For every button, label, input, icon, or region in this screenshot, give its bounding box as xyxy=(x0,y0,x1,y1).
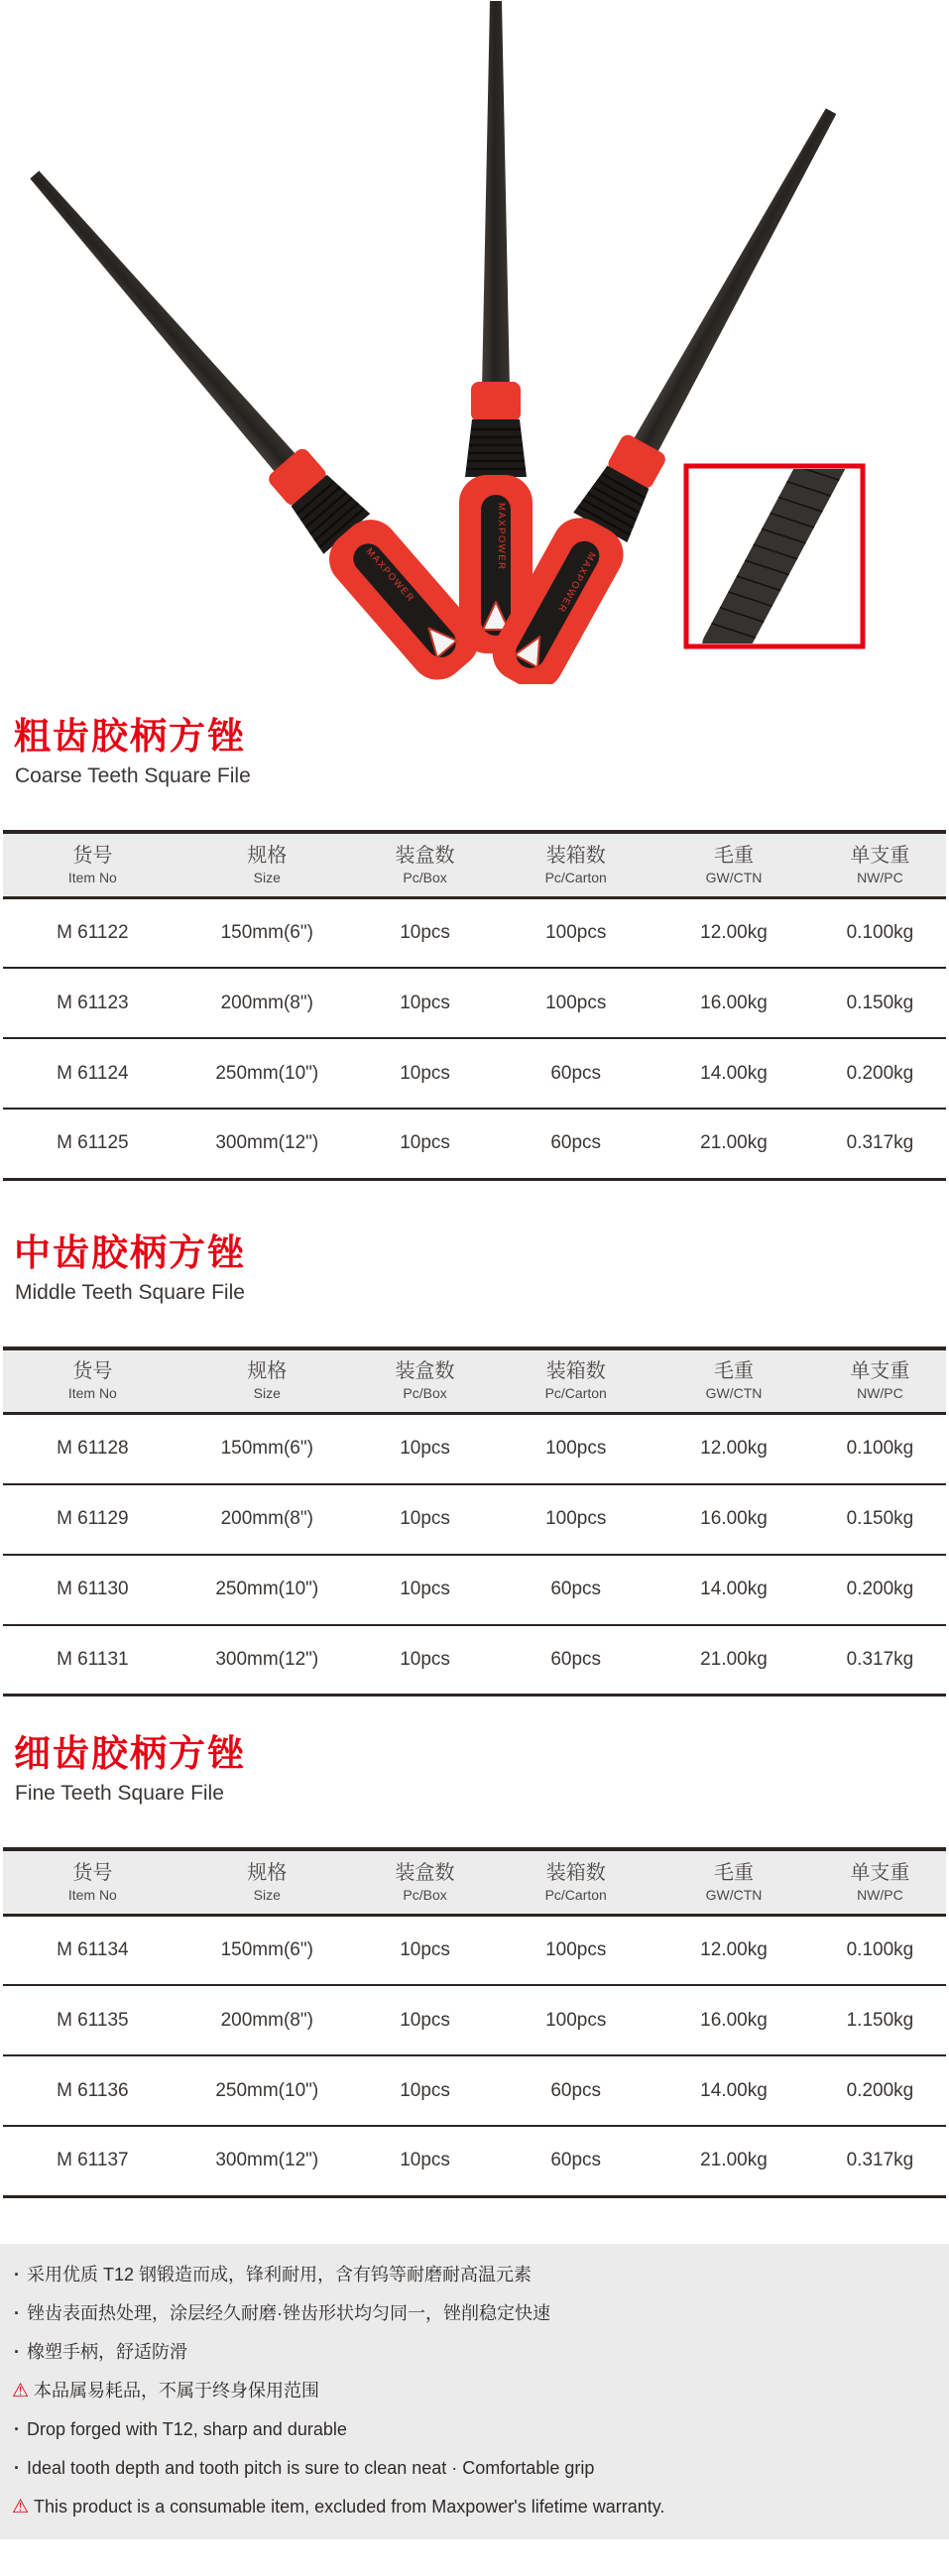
column-header-cn: 规格 xyxy=(247,1360,288,1383)
column-header-cn: 毛重 xyxy=(713,1360,754,1383)
feature-text: Drop forged with T12, sharp and durable xyxy=(27,2418,347,2439)
table-cell: 0.100kg xyxy=(846,921,914,943)
table-cell: 0.317kg xyxy=(846,2150,914,2171)
column-header-cn: 规格 xyxy=(247,844,288,867)
table-cell: 10pcs xyxy=(400,2150,450,2171)
column-header xyxy=(3,1849,182,1915)
feature-item-en xyxy=(12,2449,939,2488)
table-cell: 10pcs xyxy=(400,1438,450,1460)
warning-note-en xyxy=(12,2488,939,2526)
column-header-en: Size xyxy=(253,1385,281,1402)
column-header-en: Item No xyxy=(67,1385,117,1402)
table-cell: 0.150kg xyxy=(846,992,914,1013)
section-title-cn: 细齿胶柄方锉 xyxy=(14,1733,246,1774)
section-title-en: Coarse Teeth Square File xyxy=(15,764,251,787)
table-cell: 10pcs xyxy=(400,921,450,943)
table-cell: 250mm(10") xyxy=(215,1579,319,1599)
bullet-icon: · xyxy=(14,2264,20,2284)
table-cell: 12.00kg xyxy=(700,1938,768,1960)
column-header-cn: 单支重 xyxy=(850,1861,910,1884)
table-row xyxy=(3,897,946,968)
table-cell: 200mm(8") xyxy=(220,992,313,1013)
section-title-en: Fine Teeth Square File xyxy=(15,1782,224,1805)
table-cell: M 61123 xyxy=(57,992,129,1013)
feature-item-cn xyxy=(12,2333,939,2372)
table-row xyxy=(3,1109,946,1179)
table-cell: 150mm(6") xyxy=(220,1938,313,1960)
table-cell: 10pcs xyxy=(400,1508,450,1529)
table-cell: 16.00kg xyxy=(700,1508,768,1529)
table-cell: M 61124 xyxy=(57,1062,129,1084)
feature-text: 锉齿表面热处理，涂层经久耐磨·锉齿形状均匀同一，锉削稳定快速 xyxy=(27,2302,550,2323)
column-header-en: Size xyxy=(253,1886,281,1903)
table-row xyxy=(3,1625,946,1696)
column-header xyxy=(814,1849,946,1915)
column-header-en: Pc/Carton xyxy=(544,1886,607,1903)
table-cell: 10pcs xyxy=(400,1062,450,1084)
square-file-center-illustration xyxy=(459,1,533,653)
table-cell: 100pcs xyxy=(545,2009,607,2031)
table-cell: 250mm(10") xyxy=(215,1062,319,1084)
spec-table xyxy=(3,830,946,1181)
table-cell: 12.00kg xyxy=(700,1438,768,1460)
column-header-cn: 货号 xyxy=(72,1360,113,1383)
table-cell: 10pcs xyxy=(400,1132,450,1154)
table-cell: 10pcs xyxy=(400,1579,450,1599)
column-header-en: NW/PC xyxy=(857,1886,903,1903)
table-row xyxy=(3,1985,946,2055)
warning-text: This product is a consumable item, excluded from Maxpower's lifetime warranty. xyxy=(34,2496,665,2517)
table-cell: 10pcs xyxy=(400,2079,450,2101)
feature-item-en xyxy=(12,2410,939,2449)
column-header-cn: 装盒数 xyxy=(395,844,455,867)
column-header-en: Pc/Box xyxy=(403,1886,447,1903)
column-header xyxy=(182,832,352,897)
table-cell: 14.00kg xyxy=(700,2079,768,2101)
table-cell: 0.317kg xyxy=(846,1648,914,1670)
table-cell: 16.00kg xyxy=(700,2009,768,2031)
table-cell: 100pcs xyxy=(545,1438,607,1460)
warning-icon: ⚠ xyxy=(12,2496,30,2517)
table-cell: 60pcs xyxy=(550,2079,602,2101)
bullet-icon: · xyxy=(14,2302,20,2323)
table-cell: 60pcs xyxy=(550,1132,602,1154)
column-header-en: Item No xyxy=(67,869,117,885)
table-cell: 12.00kg xyxy=(700,921,768,943)
table-row xyxy=(3,2126,946,2196)
column-header xyxy=(653,1849,814,1915)
bullet-icon: · xyxy=(14,2418,20,2439)
feature-text: 橡塑手柄，舒适防滑 xyxy=(27,2341,187,2362)
bullet-icon: · xyxy=(14,2457,20,2478)
column-header-en: GW/CTN xyxy=(705,1385,763,1402)
column-header-en: GW/CTN xyxy=(705,1886,763,1903)
bullet-icon: · xyxy=(14,2341,20,2362)
warning-icon: ⚠ xyxy=(12,2380,30,2401)
table-cell: M 61136 xyxy=(57,2079,129,2101)
column-header-en: Pc/Carton xyxy=(544,1385,607,1402)
table-cell: 60pcs xyxy=(550,1648,602,1670)
table-cell: 16.00kg xyxy=(700,992,768,1013)
table-row xyxy=(3,1555,946,1625)
table-row xyxy=(3,1038,946,1109)
column-header-cn: 毛重 xyxy=(713,1861,754,1884)
table-cell: 10pcs xyxy=(400,1648,450,1670)
column-header xyxy=(3,1348,182,1414)
table-cell: 60pcs xyxy=(550,2150,602,2171)
table-header-row xyxy=(3,1849,946,1915)
table-cell: 0.317kg xyxy=(846,1132,914,1154)
column-header-cn: 装箱数 xyxy=(545,1861,606,1884)
table-cell: 100pcs xyxy=(545,992,607,1013)
column-header-en: Item No xyxy=(67,1886,117,1903)
table-cell: 0.100kg xyxy=(846,1938,914,1960)
table-cell: 10pcs xyxy=(400,2009,450,2031)
table-cell: 10pcs xyxy=(400,1938,450,1960)
table-cell: 100pcs xyxy=(545,921,607,943)
column-header xyxy=(352,1348,498,1414)
section-title-en: Middle Teeth Square File xyxy=(15,1280,245,1304)
column-header-en: Pc/Box xyxy=(403,869,447,885)
section-title-cn: 粗齿胶柄方锉 xyxy=(14,716,246,757)
column-header-en: Size xyxy=(253,869,281,885)
column-header xyxy=(498,832,653,897)
column-header-cn: 单支重 xyxy=(850,844,910,867)
warning-note-cn xyxy=(12,2372,939,2410)
table-cell: M 61135 xyxy=(57,2009,129,2031)
table-cell: M 61125 xyxy=(57,1132,129,1154)
column-header xyxy=(814,832,946,897)
product-section xyxy=(0,1733,949,2198)
table-cell: 0.100kg xyxy=(846,1438,914,1460)
column-header-cn: 货号 xyxy=(72,844,113,867)
column-header-cn: 装箱数 xyxy=(545,1360,606,1383)
column-header-en: NW/PC xyxy=(857,869,903,885)
feature-item-cn xyxy=(12,2294,939,2333)
table-row xyxy=(3,1414,946,1484)
column-header-cn: 装盒数 xyxy=(395,1861,455,1884)
table-cell: M 61131 xyxy=(57,1648,129,1670)
table-cell: M 61130 xyxy=(57,1579,129,1599)
table-cell: M 61137 xyxy=(57,2150,129,2171)
column-header xyxy=(182,1348,352,1414)
square-files-photo: MAXPOWER xyxy=(0,0,949,684)
column-header-cn: 规格 xyxy=(247,1861,288,1884)
product-sections xyxy=(0,716,949,2198)
table-cell: 100pcs xyxy=(545,1938,607,1960)
column-header-cn: 货号 xyxy=(72,1861,113,1884)
table-cell: M 61129 xyxy=(57,1508,129,1529)
column-header xyxy=(653,1348,814,1414)
table-cell: 250mm(10") xyxy=(215,2079,319,2101)
feature-text: 采用优质 T12 钢锻造而成，锋利耐用，含有钨等耐磨耐高温元素 xyxy=(27,2264,533,2284)
column-header xyxy=(498,1348,653,1414)
table-cell: 0.200kg xyxy=(846,2079,914,2101)
table-cell: 300mm(12") xyxy=(215,1648,319,1670)
spec-table xyxy=(3,1347,946,1698)
table-cell: 0.150kg xyxy=(846,1508,914,1529)
table-cell: 0.200kg xyxy=(846,1062,914,1084)
column-header-cn: 装箱数 xyxy=(545,844,606,867)
column-header-en: GW/CTN xyxy=(705,869,763,885)
column-header xyxy=(182,1849,352,1915)
features-panel xyxy=(0,2244,949,2539)
column-header-en: Pc/Box xyxy=(403,1385,447,1402)
table-row xyxy=(3,1915,946,1985)
table-row xyxy=(3,2055,946,2126)
section-title-cn: 中齿胶柄方锉 xyxy=(14,1231,246,1273)
table-cell: 14.00kg xyxy=(700,1062,768,1084)
feature-text: Ideal tooth depth and tooth pitch is sure to clean neat · Comfortable grip xyxy=(27,2457,595,2478)
column-header-cn: 毛重 xyxy=(713,844,754,867)
table-row xyxy=(3,1484,946,1555)
column-header xyxy=(3,832,182,897)
table-cell: 21.00kg xyxy=(700,2150,768,2171)
table-cell: 0.200kg xyxy=(846,1579,914,1599)
table-cell: 14.00kg xyxy=(700,1579,768,1599)
column-header-en: Pc/Carton xyxy=(544,869,607,885)
column-header-en: NW/PC xyxy=(857,1385,903,1402)
column-header-cn: 装盒数 xyxy=(395,1360,455,1383)
table-row xyxy=(3,968,946,1038)
column-header xyxy=(814,1348,946,1414)
product-photo xyxy=(0,0,949,684)
table-cell: M 61122 xyxy=(57,921,129,943)
warning-text: 本品属易耗品，不属于终身保用范围 xyxy=(34,2380,320,2400)
table-cell: 300mm(12") xyxy=(215,1132,319,1154)
file-tip-inset xyxy=(686,430,863,670)
table-header-row xyxy=(3,832,946,897)
table-header-row xyxy=(3,1348,946,1414)
table-cell: 300mm(12") xyxy=(215,2150,319,2171)
table-cell: 150mm(6") xyxy=(220,921,313,943)
table-cell: M 61134 xyxy=(57,1938,129,1960)
column-header xyxy=(498,1849,653,1915)
table-cell: 200mm(8") xyxy=(220,2009,313,2031)
table-cell: 21.00kg xyxy=(700,1132,768,1154)
table-cell: 200mm(8") xyxy=(220,1508,313,1529)
column-header xyxy=(352,832,498,897)
square-file-left-illustration xyxy=(7,151,491,684)
column-header xyxy=(653,832,814,897)
product-section xyxy=(0,1232,949,1698)
column-header-cn: 单支重 xyxy=(850,1360,910,1383)
feature-item-cn xyxy=(12,2256,939,2294)
spec-table xyxy=(3,1847,946,2198)
table-cell: 21.00kg xyxy=(700,1648,768,1670)
table-cell: M 61128 xyxy=(57,1438,129,1460)
table-cell: 60pcs xyxy=(550,1579,602,1599)
table-cell: 10pcs xyxy=(400,992,450,1013)
product-section xyxy=(0,716,949,1181)
column-header xyxy=(352,1849,498,1915)
table-cell: 150mm(6") xyxy=(220,1438,313,1460)
table-cell: 1.150kg xyxy=(846,2009,914,2031)
table-cell: 60pcs xyxy=(550,1062,602,1084)
table-cell: 100pcs xyxy=(545,1508,607,1529)
